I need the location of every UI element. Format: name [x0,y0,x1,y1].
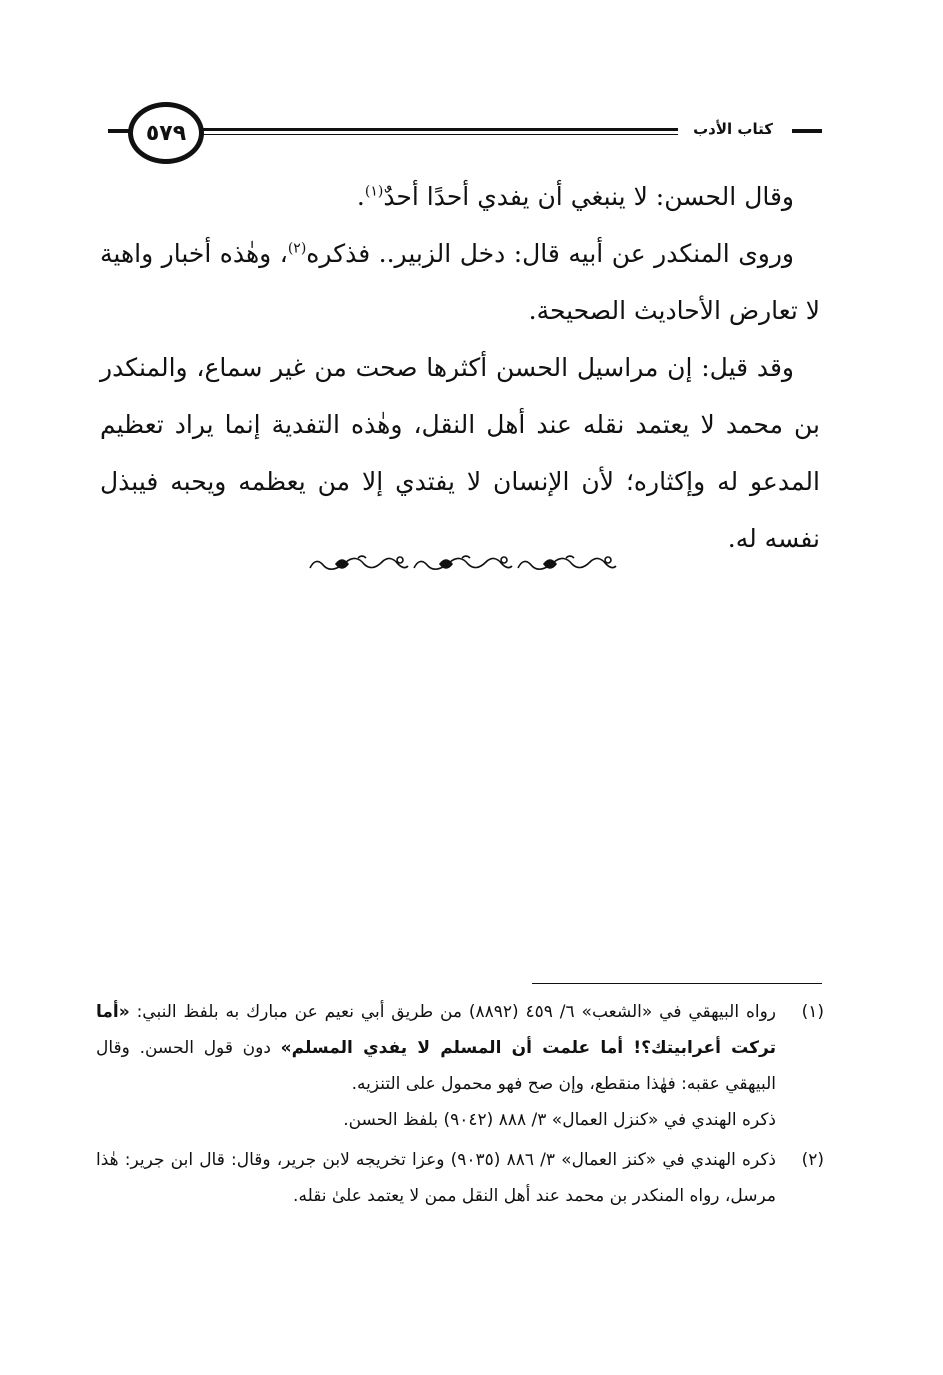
page-header [98,96,828,176]
footnote-number: (٢) [801,1150,824,1170]
footnotes [96,994,824,1218]
book-title: كتاب الأدب [678,120,788,138]
footnote-text: رواه البيهقي في «الشعب» ٦/ ٤٥٩ (٨٨٩٢) من طريق أبي نعيم عن مبارك به بلفظ النبي: [129,1002,776,1022]
main-text [100,168,820,567]
footnote-separator [532,983,822,984]
header-rule [202,128,732,131]
paragraph [100,168,820,225]
footnote-text: دون قول الحسن. وقال البيهقي عقبه: فهٰذا منقطع، وإن صح فهو محمول على التنزيه. [96,1038,776,1094]
footnote [96,994,824,1138]
header-rule-thin [202,134,732,135]
paragraph-text: . [356,182,365,211]
paragraph [100,225,820,339]
footnote-quote: «أما تركت أعرابيتك؟! أما علمت أن المسلم لا يفدي المسلم» [96,1002,776,1058]
header-rule-right [792,129,822,133]
footnote-line: ذكره الهندي في «كنزل العمال» ٣/ ٨٨٨ (٩٠٤٢) بلفظ الحسن. [343,1110,776,1130]
footnote-body [96,1142,776,1214]
footnote [96,1142,824,1214]
page-number: ٥٧٩ [145,120,187,146]
paragraph: وقد قيل: إن مراسيل الحسن أكثرها صحت من غير سماع، والمنكدر بن محمد لا يعتمد نقله عند أهل النقل، وهٰذه التفدية إنما يراد تعظيم المدعو له وإكثاره؛ لأن الإنسان لا يفتدي إلا من يعظمه ويحبه فيبذل نفسه له. [100,353,820,553]
footnote-line [96,994,776,1102]
page-number-oval [128,102,204,164]
floral-divider-icon [306,546,618,580]
footnote-body [96,994,776,1138]
footnote-ref: (٢) [287,240,307,257]
footnote-number: (١) [801,1002,824,1022]
paragraph-text: وروى المنكدر عن أبيه قال: دخل الزبير.. فذكره [306,239,794,268]
paragraph-text: ، وهٰذه أخبار واهية لا تعارض الأحاديث الصحيحة. [100,239,820,325]
footnote-ref: (١) [364,183,384,200]
paragraph-text: وقال الحسن: لا ينبغي أن يفدي أحدًا أحدٌ [383,182,794,211]
footnote-line: ذكره الهندي في «كنز العمال» ٣/ ٨٨٦ (٩٠٣٥) وعزا تخريجه لابن جرير، وقال: قال ابن جرير: هٰذا مرسل، رواه المنكدر بن محمد عند أهل النقل ممن لا يعتمد علىٰ نقله. [96,1150,777,1206]
